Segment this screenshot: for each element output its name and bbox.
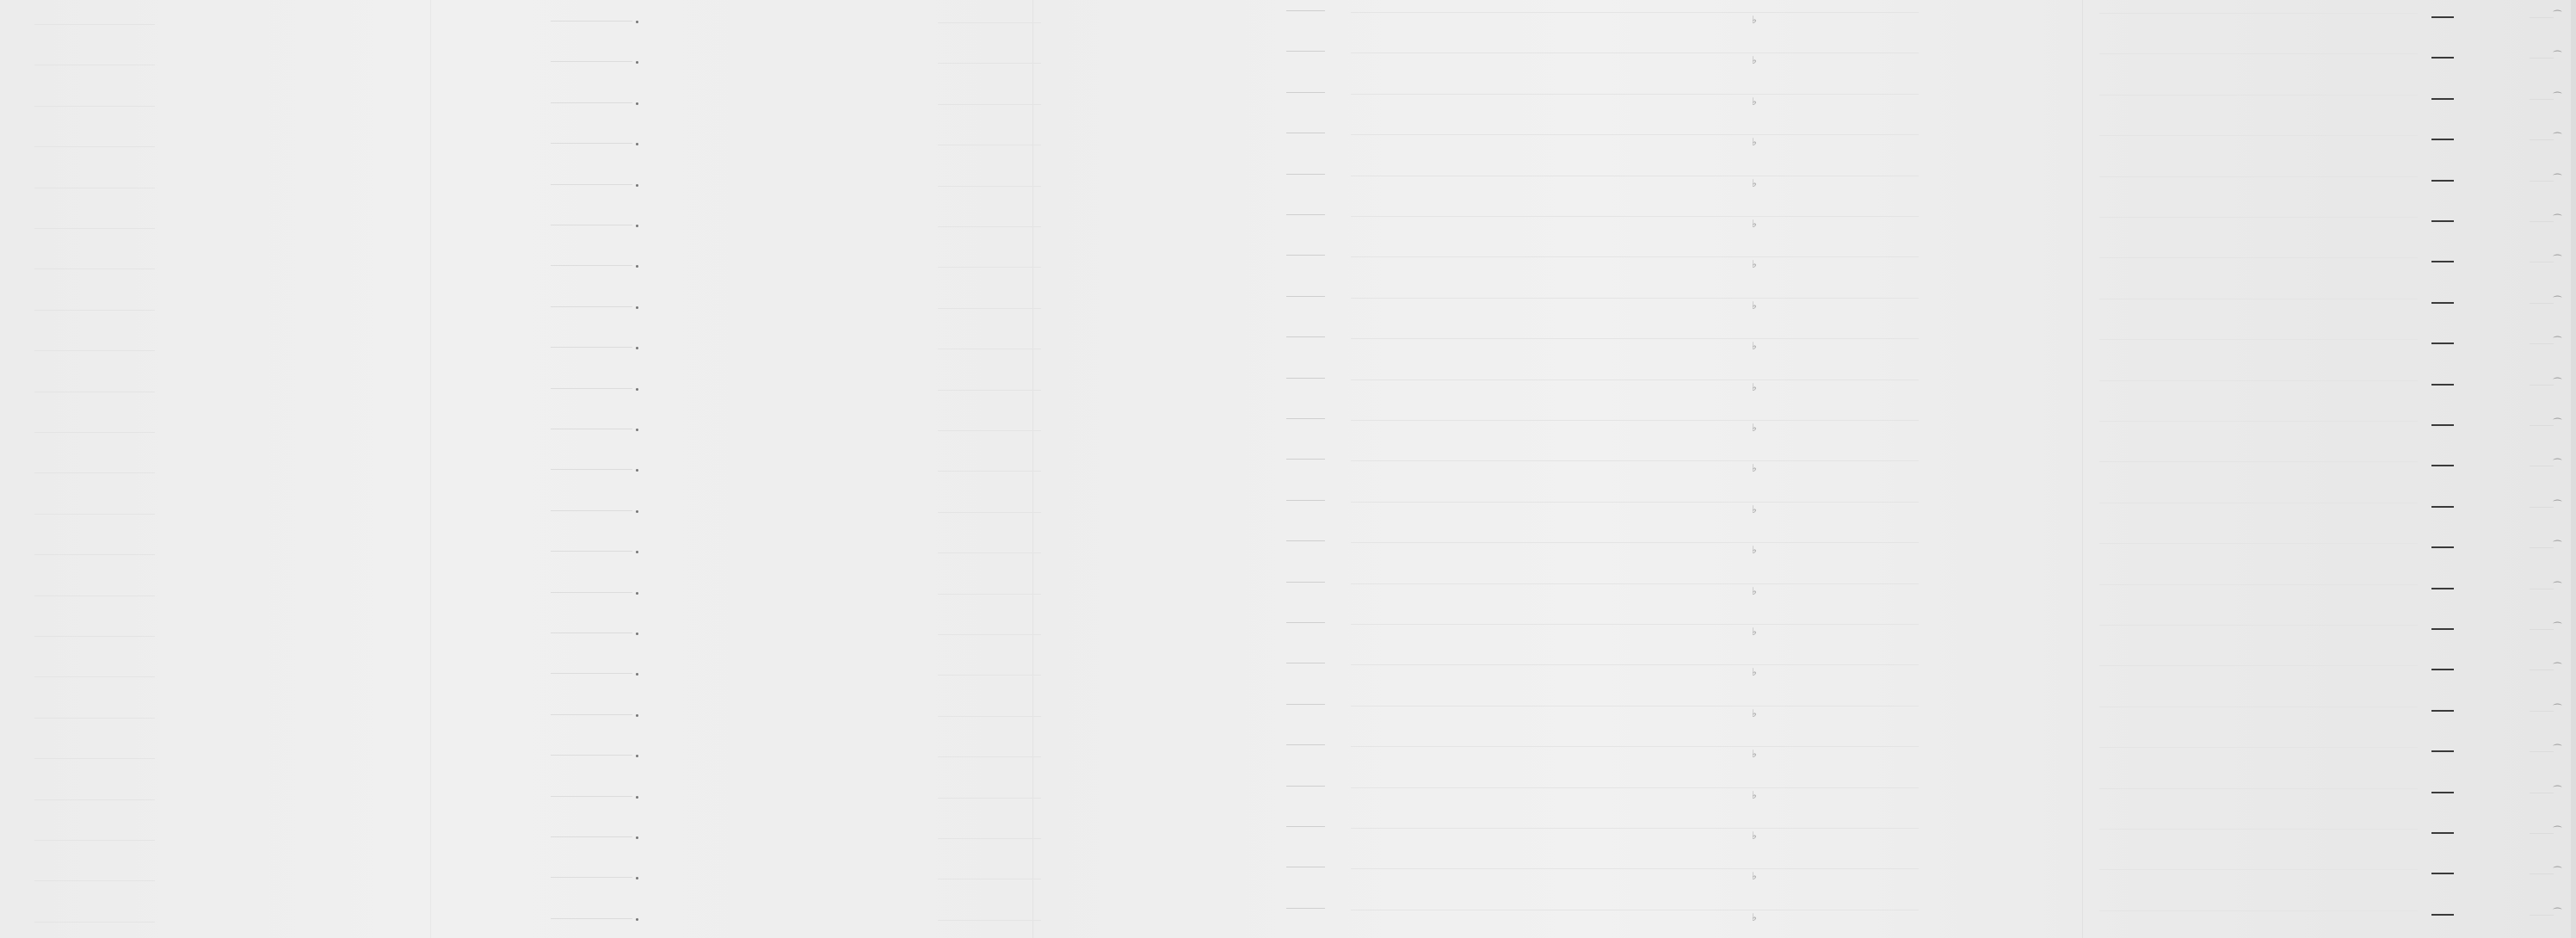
row-divider: [2530, 833, 2554, 834]
row-indicator-icon: [2431, 588, 2454, 589]
row-divider: [938, 471, 1041, 472]
row-divider: [2099, 421, 2418, 422]
row-divider: [34, 554, 155, 555]
row-divider: [34, 146, 155, 147]
row-divider: [2530, 751, 2554, 752]
row-divider: [551, 184, 632, 185]
row-divider: [1286, 51, 1325, 52]
row-divider: [2530, 58, 2554, 59]
row-expand-icon: ⁀: [2554, 133, 2561, 145]
row-divider: [34, 350, 155, 351]
row-divider: [2530, 343, 2554, 344]
row-divider: [938, 63, 1041, 64]
row-divider: [2530, 629, 2554, 630]
row-indicator-icon: [2431, 506, 2454, 508]
row-expand-icon: ⁀: [2554, 337, 2561, 349]
row-divider: [2099, 665, 2418, 666]
row-divider: [2099, 135, 2418, 136]
row-divider: [551, 836, 632, 837]
row-divider: [551, 755, 632, 756]
row-divider: [34, 432, 155, 433]
row-expand-icon: ⁀: [2554, 867, 2561, 879]
row-expand-icon: ⁀: [2554, 663, 2561, 675]
row-flag-icon: ♭: [1752, 380, 1757, 393]
row-divider: [2530, 303, 2554, 304]
scrollbar[interactable]: [2571, 0, 2576, 938]
row-expand-icon: ⁀: [2554, 378, 2561, 389]
row-marker-icon: [636, 510, 638, 513]
row-marker-icon: [636, 755, 638, 757]
row-flag-icon: ♭: [1752, 626, 1757, 638]
row-expand-icon: ⁀: [2554, 256, 2561, 267]
row-marker-icon: [636, 347, 638, 349]
row-divider: [2099, 217, 2418, 218]
row-divider: [938, 838, 1041, 839]
row-flag-icon: ♭: [1752, 340, 1757, 353]
row-divider: [938, 675, 1041, 676]
row-expand-icon: ⁀: [2554, 500, 2561, 511]
row-divider: [1351, 298, 1919, 299]
row-divider: [551, 143, 632, 144]
row-expand-icon: ⁀: [2554, 215, 2561, 225]
table-row[interactable]: [0, 133, 2576, 178]
row-divider: [1286, 92, 1325, 93]
row-indicator-icon: [2431, 750, 2454, 752]
row-expand-icon: ⁀: [2554, 827, 2561, 837]
row-divider: [1351, 94, 1919, 95]
row-divider: [2530, 507, 2554, 508]
row-marker-icon: [636, 836, 638, 839]
row-divider: [1351, 460, 1919, 461]
row-divider: [34, 636, 155, 637]
table-row[interactable]: [0, 174, 2576, 219]
row-marker-icon: [636, 469, 638, 472]
row-divider: [1351, 420, 1919, 421]
row-indicator-icon: [2431, 384, 2454, 386]
row-divider: [938, 267, 1041, 268]
row-divider: [551, 714, 632, 715]
row-marker-icon: [636, 592, 638, 595]
row-divider: [938, 22, 1041, 23]
row-divider: [1351, 664, 1919, 665]
row-marker-icon: [636, 429, 638, 431]
row-flag-icon: ♭: [1752, 910, 1757, 923]
row-divider: [34, 676, 155, 677]
row-indicator-icon: [2431, 220, 2454, 222]
row-flag-icon: ♭: [1752, 422, 1757, 434]
row-divider: [34, 840, 155, 841]
row-divider: [938, 634, 1041, 635]
table-row[interactable]: [0, 867, 2576, 912]
row-divider: [2099, 13, 2418, 14]
row-flag-icon: ♭: [1752, 136, 1757, 149]
row-divider: [938, 226, 1041, 227]
row-indicator-icon: [2431, 792, 2454, 793]
row-expand-icon: ⁀: [2554, 419, 2561, 429]
row-indicator-icon: [2431, 914, 2454, 916]
row-divider: [2099, 869, 2418, 870]
row-divider: [1286, 704, 1325, 705]
row-marker-icon: [636, 102, 638, 105]
row-flag-icon: ♭: [1752, 95, 1757, 108]
row-marker-icon: [636, 61, 638, 64]
row-divider: [34, 106, 155, 107]
row-divider: [938, 798, 1041, 799]
table-row[interactable]: [0, 378, 2576, 423]
row-flag-icon: ♭: [1752, 830, 1757, 842]
row-divider: [2099, 339, 2418, 340]
row-divider: [551, 21, 632, 22]
row-divider: [2530, 915, 2554, 916]
table-row[interactable]: [0, 11, 2576, 56]
row-divider: [551, 306, 632, 307]
row-indicator-icon: [2431, 139, 2454, 140]
row-divider: [1351, 502, 1919, 503]
row-divider: [2099, 543, 2418, 544]
row-marker-icon: [636, 306, 638, 309]
row-flag-icon: ♭: [1752, 748, 1757, 761]
row-flag-icon: ♭: [1752, 176, 1757, 189]
row-divider: [1286, 540, 1325, 541]
row-divider: [2530, 181, 2554, 182]
row-divider: [551, 265, 632, 266]
row-divider: [34, 922, 155, 923]
table-row[interactable]: [0, 52, 2576, 96]
row-marker-icon: [636, 143, 638, 145]
table-row[interactable]: [0, 419, 2576, 464]
row-divider: [1351, 12, 1919, 13]
row-divider: [551, 347, 632, 348]
row-indicator-icon: [2431, 57, 2454, 59]
row-expand-icon: ⁀: [2554, 786, 2561, 797]
row-divider: [551, 102, 632, 103]
row-indicator-icon: [2431, 465, 2454, 466]
row-expand-icon: ⁀: [2554, 623, 2561, 633]
row-marker-icon: [636, 633, 638, 635]
row-divider: [2530, 221, 2554, 222]
row-indicator-icon: [2431, 261, 2454, 262]
row-divider: [551, 469, 632, 470]
row-divider: [2099, 625, 2418, 626]
row-divider: [1351, 787, 1919, 788]
row-marker-icon: [636, 714, 638, 717]
row-indicator-icon: [2431, 16, 2454, 18]
row-divider: [1286, 10, 1325, 11]
row-divider: [938, 430, 1041, 431]
row-marker-icon: [636, 184, 638, 187]
row-divider: [1351, 624, 1919, 625]
row-expand-icon: ⁀: [2554, 296, 2561, 307]
row-indicator-icon: [2431, 832, 2454, 834]
row-marker-icon: [636, 265, 638, 268]
table-row[interactable]: [0, 460, 2576, 504]
row-divider: [34, 472, 155, 473]
row-divider: [1286, 826, 1325, 827]
table-row[interactable]: [0, 92, 2576, 138]
row-divider: [551, 796, 632, 797]
row-flag-icon: ♭: [1752, 666, 1757, 679]
row-divider: [551, 510, 632, 511]
row-divider: [1351, 338, 1919, 339]
row-expand-icon: ⁀: [2554, 11, 2561, 22]
row-divider: [1351, 134, 1919, 135]
row-indicator-icon: [2431, 98, 2454, 100]
row-divider: [938, 552, 1041, 553]
table-row[interactable]: [0, 827, 2576, 872]
row-divider: [2099, 910, 2418, 911]
row-marker-icon: [636, 551, 638, 553]
row-indicator-icon: [2431, 873, 2454, 874]
table-row[interactable]: [0, 215, 2576, 260]
table-row[interactable]: [0, 500, 2576, 546]
row-divider: [2099, 53, 2418, 54]
row-divider: [2099, 829, 2418, 830]
row-flag-icon: ♭: [1752, 870, 1757, 883]
row-divider: [1286, 378, 1325, 379]
row-expand-icon: ⁀: [2554, 52, 2561, 63]
row-divider: [1286, 418, 1325, 419]
row-divider: [2530, 17, 2554, 18]
row-divider: [551, 918, 632, 919]
row-indicator-icon: [2431, 302, 2454, 304]
table-row[interactable]: [0, 663, 2576, 708]
row-divider: [2530, 873, 2554, 874]
row-flag-icon: ♭: [1752, 218, 1757, 230]
row-divider: [2530, 99, 2554, 100]
row-divider: [2530, 547, 2554, 548]
row-divider: [938, 104, 1041, 105]
row-flag-icon: ♭: [1752, 503, 1757, 515]
row-divider: [1351, 256, 1919, 257]
row-expand-icon: ⁀: [2554, 174, 2561, 185]
row-divider: [34, 799, 155, 800]
row-divider: [1286, 174, 1325, 175]
row-flag-icon: ♭: [1752, 788, 1757, 801]
row-marker-icon: [636, 796, 638, 799]
row-divider: [34, 24, 155, 25]
row-marker-icon: [636, 877, 638, 879]
table-row[interactable]: [0, 786, 2576, 831]
table-row[interactable]: [0, 908, 2576, 938]
row-divider: [1286, 296, 1325, 297]
row-indicator-icon: [2431, 342, 2454, 344]
row-flag-icon: ♭: [1752, 707, 1757, 719]
row-divider: [938, 716, 1041, 717]
row-expand-icon: ⁀: [2554, 582, 2561, 593]
row-indicator-icon: [2431, 180, 2454, 182]
table-row[interactable]: [0, 337, 2576, 382]
row-marker-icon: [636, 673, 638, 676]
row-indicator-icon: [2431, 669, 2454, 670]
row-divider: [1286, 744, 1325, 745]
table-row[interactable]: [0, 623, 2576, 668]
row-expand-icon: ⁀: [2554, 704, 2561, 715]
row-divider: [1351, 216, 1919, 217]
row-divider: [34, 268, 155, 269]
table-row[interactable]: [0, 582, 2576, 627]
row-divider: [2099, 461, 2418, 462]
row-divider: [1351, 542, 1919, 543]
row-divider: [1286, 908, 1325, 909]
row-divider: [938, 512, 1041, 513]
row-divider: [938, 186, 1041, 187]
row-marker-icon: [636, 225, 638, 227]
row-divider: [34, 758, 155, 759]
row-marker-icon: [636, 918, 638, 921]
row-divider: [1286, 336, 1325, 337]
row-flag-icon: ♭: [1752, 299, 1757, 312]
row-indicator-icon: [2431, 424, 2454, 426]
row-divider: [2099, 788, 2418, 789]
row-divider: [938, 594, 1041, 595]
table-row[interactable]: [0, 704, 2576, 750]
table-row[interactable]: [0, 296, 2576, 342]
row-divider: [2099, 176, 2418, 177]
row-divider: [34, 880, 155, 881]
row-divider: [1351, 828, 1919, 829]
row-flag-icon: ♭: [1752, 584, 1757, 597]
row-flag-icon: ♭: [1752, 462, 1757, 475]
row-divider: [551, 877, 632, 878]
row-divider: [1351, 746, 1919, 747]
row-expand-icon: ⁀: [2554, 460, 2561, 471]
row-expand-icon: ⁀: [2554, 908, 2561, 919]
row-divider: [2099, 95, 2418, 96]
row-divider: [551, 673, 632, 674]
row-divider: [1286, 622, 1325, 623]
row-divider: [1286, 214, 1325, 215]
row-divider: [2099, 747, 2418, 748]
row-divider: [1286, 582, 1325, 583]
row-divider: [34, 310, 155, 311]
row-divider: [2530, 425, 2554, 426]
row-divider: [551, 551, 632, 552]
table-row[interactable]: [0, 745, 2576, 790]
row-divider: [2099, 380, 2418, 381]
row-indicator-icon: [2431, 710, 2454, 712]
row-divider: [551, 388, 632, 389]
row-flag-icon: ♭: [1752, 14, 1757, 26]
row-expand-icon: ⁀: [2554, 745, 2561, 756]
table-row[interactable]: [0, 541, 2576, 586]
row-divider: [2530, 711, 2554, 712]
row-marker-icon: [636, 388, 638, 391]
row-divider: [551, 592, 632, 593]
row-divider: [1351, 52, 1919, 53]
row-divider: [1351, 706, 1919, 707]
row-divider: [938, 920, 1041, 921]
row-divider: [1351, 868, 1919, 869]
row-divider: [2530, 139, 2554, 140]
row-divider: [1286, 500, 1325, 501]
row-divider: [551, 61, 632, 62]
row-divider: [2099, 584, 2418, 585]
row-flag-icon: ♭: [1752, 54, 1757, 67]
row-expand-icon: ⁀: [2554, 541, 2561, 552]
row-indicator-icon: [2431, 546, 2454, 548]
row-divider: [34, 514, 155, 515]
row-divider: [1286, 255, 1325, 256]
row-divider: [938, 756, 1041, 757]
row-divider: [34, 228, 155, 229]
row-divider: [1351, 583, 1919, 584]
row-divider: [34, 718, 155, 719]
row-flag-icon: ♭: [1752, 544, 1757, 557]
table-row[interactable]: [0, 256, 2576, 300]
row-divider: [1286, 459, 1325, 460]
row-divider: [2099, 257, 2418, 258]
row-marker-icon: [636, 21, 638, 23]
row-expand-icon: ⁀: [2554, 92, 2561, 103]
row-divider: [1286, 786, 1325, 787]
row-divider: [938, 390, 1041, 391]
row-divider: [938, 308, 1041, 309]
row-divider: [2530, 385, 2554, 386]
row-indicator-icon: [2431, 628, 2454, 630]
row-flag-icon: ♭: [1752, 258, 1757, 271]
